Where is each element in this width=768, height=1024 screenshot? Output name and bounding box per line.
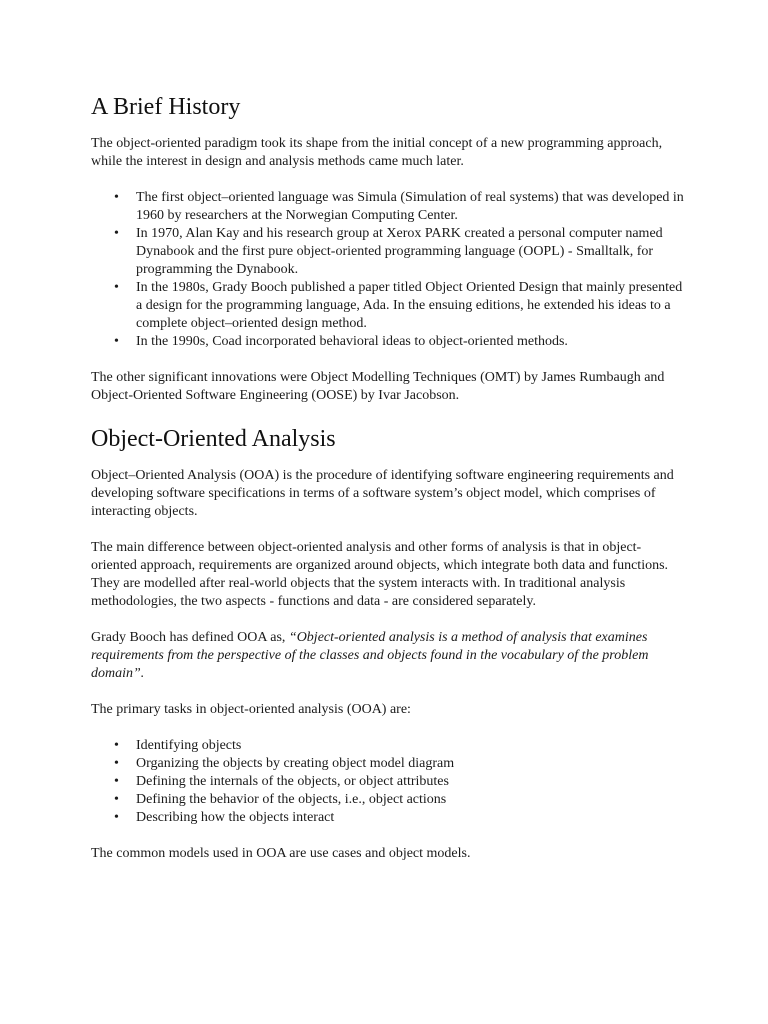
paragraph-tasks-intro: The primary tasks in object-oriented analysis (OOA) are: [91,702,411,717]
list-item-text: In the 1980s, Grady Booch published a paper titled Object Oriented Design that mainly presented a design for the programming language, Ada. In the ensuing editions, he extended his ideas to a complete object–oriented design method. [136,280,683,331]
list-item [91,737,686,755]
list-item-text: Defining the behavior of the objects, i.e., object actions [136,792,447,807]
list-item-text: In 1970, Alan Kay and his research group at Xerox PARK created a personal computer named Dynabook and the first pure object-oriented programming language (OOPL) - Smalltalk, for programming the Dynabook. [136,226,663,277]
bullet-marker: • [114,738,119,753]
paragraph-history-intro: The object-oriented paradigm took its shape from the initial concept of a new programming approach, while the interest in design and analysis methods came much later. [91,136,663,169]
list-item [91,791,686,809]
list-item [91,773,686,791]
bullet-marker: • [114,334,119,349]
list-item-text: The first object–oriented language was Simula (Simulation of real systems) that was developed in 1960 by researchers at the Norwegian Computing Center. [136,190,684,223]
paragraph-booch-quote [91,629,686,683]
bullet-marker: • [114,792,119,807]
bullet-marker: • [114,280,119,295]
tasks-bullet-list [91,737,686,827]
list-item-text: Identifying objects [136,738,242,753]
bullet-marker: • [114,190,119,205]
heading-object-oriented-analysis: Object-Oriented Analysis [91,426,336,452]
bullet-marker: • [114,810,119,825]
paragraph-ooa-closing: The common models used in OOA are use cases and object models. [91,846,471,861]
paragraph-ooa-difference: The main difference between object-oriented analysis and other forms of analysis is that in object-oriented approach, requirements are organized around objects, which integrate both data and functions. They are modelled after real-world objects that the system interacts with. In traditional analysis methodologies, the two aspects - functions and data - are considered separately. [91,540,669,609]
heading-brief-history: A Brief History [91,94,241,120]
paragraph-ooa-definition: Object–Oriented Analysis (OOA) is the procedure of identifying software engineering requirements and developing software specifications in terms of a software system’s object model, which comprises of interacting objects. [91,468,674,519]
quote-suffix: . [140,666,145,681]
list-item-text: Describing how the objects interact [136,810,335,825]
list-item-text: Defining the internals of the objects, or object attributes [136,774,449,789]
list-item [91,189,686,225]
history-bullet-list [91,189,686,351]
quote-prefix: Grady Booch has defined OOA as, [91,630,289,645]
quote-text: “Object-oriented analysis is a method of analysis that examines requirements from the perspective of the classes and objects found in the vocabulary of the problem domain” [91,630,649,681]
list-item [91,755,686,773]
list-item-text: Organizing the objects by creating object model diagram [136,756,455,771]
bullet-marker: • [114,226,119,241]
list-item [91,333,686,351]
list-item-text: In the 1990s, Coad incorporated behavioral ideas to object-oriented methods. [136,334,568,349]
list-item [91,225,686,279]
paragraph-history-closing: The other significant innovations were Object Modelling Techniques (OMT) by James Rumbaugh and Object-Oriented Software Engineering (OOSE) by Ivar Jacobson. [91,370,665,403]
bullet-marker: • [114,756,119,771]
list-item [91,279,686,333]
list-item [91,809,686,827]
bullet-marker: • [114,774,119,789]
